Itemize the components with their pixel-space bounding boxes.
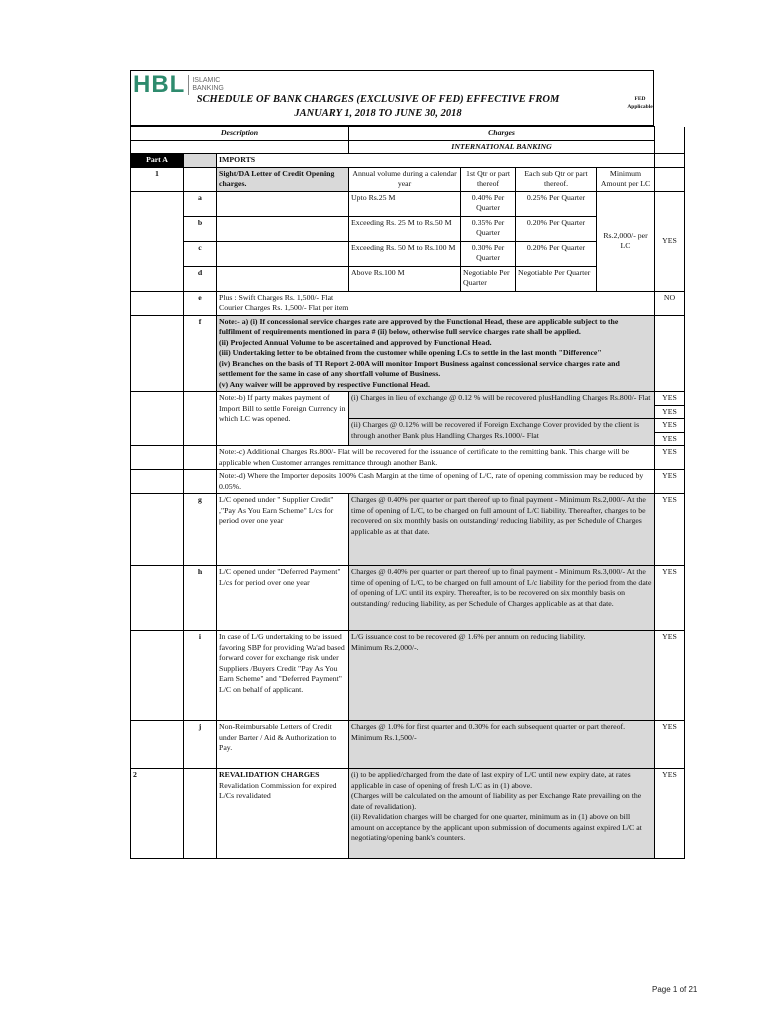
note-b-ii: (ii) Charges @ 0.12% will be recovered if Foreign Exchange Cover provided by the client is through another Bank plus Handling Charges Rs.1000/- Flat — [349, 419, 655, 446]
item1-header-row — [131, 167, 685, 191]
logo-sub-2: BANKING — [192, 85, 224, 92]
row-h — [131, 566, 685, 631]
row-first: 0.35% Per Quarter — [461, 216, 516, 241]
charges-table — [130, 126, 685, 859]
part-title: IMPORTS — [217, 154, 655, 168]
row-desc-empty — [217, 191, 349, 216]
row-h-letter: h — [184, 566, 217, 631]
section-title: INTERNATIONAL BANKING — [349, 140, 655, 154]
row-j-charge: Charges @ 1.0% for first quarter and 0.30% for each subsequent quarter or part thereof. Minimum Rs.1,500/- — [349, 721, 655, 769]
item1-col-sub: Each sub Qtr or part thereof. — [516, 167, 597, 191]
fed-header-line-1: FED — [634, 96, 646, 102]
item2-row — [131, 769, 685, 859]
page-title — [131, 93, 625, 121]
item2-fed: YES — [655, 769, 685, 859]
title-line-2: JANUARY 1, 2018 TO JUNE 30, 2018 — [294, 108, 462, 119]
item1-header-fed — [655, 167, 685, 191]
row-i-spacer — [131, 631, 184, 721]
part-label: Part A — [131, 154, 184, 168]
fed-column-header — [625, 95, 655, 111]
note-b-fed-1: YES — [655, 392, 685, 406]
row-letter: d — [184, 266, 217, 291]
row-e-text: Plus : Swift Charges Rs. 1,500/- Flat Courier Charges Rs. 1,500/- Flat per item — [217, 291, 655, 315]
description-header: Description — [131, 127, 349, 141]
note-c-text: Note:-c) Additional Charges Rs.800/- Flat will be recovered for the issuance of certificate to the remitting bank. This charge will be applicable when Customer arranges remittance through another Bank. — [217, 446, 655, 470]
note-b-fed-2: YES — [655, 405, 685, 419]
row-volume: Exceeding Rs. 25 M to Rs.50 M — [349, 216, 461, 241]
row-i-fed: YES — [655, 631, 685, 721]
row-sub: 0.20% Per Quarter — [516, 216, 597, 241]
row-h-desc: L/C opened under "Deferred Payment" L/cs for period over one year — [217, 566, 349, 631]
row-desc-empty — [217, 266, 349, 291]
fed-spacer — [655, 127, 685, 154]
item1-num-spacer — [131, 191, 184, 291]
item2-letter-spacer — [184, 769, 217, 859]
logo-sub-1: ISLAMIC — [192, 77, 221, 84]
row-first: 0.30% Per Quarter — [461, 241, 516, 266]
item1-title: Sight/DA Letter of Credit Opening charges. — [217, 167, 349, 191]
row-h-spacer — [131, 566, 184, 631]
item1-col-volume: Annual volume during a calendar year — [349, 167, 461, 191]
note-c-row — [131, 446, 685, 470]
item1-num: 1 — [131, 167, 184, 191]
item2-desc — [217, 769, 349, 859]
page-number: Page 1 of 21 — [652, 985, 698, 994]
row-e-fed: NO — [655, 291, 685, 315]
part-fed — [655, 154, 685, 168]
item2-charge: (i) to be applied/charged from the date of last expiry of L/C until new expiry date, at rates applicable in case of opening of fresh L/C as in (1) above. (Charges will be calculated on the amount of liability as per Exchange Rate prevailing on the date of revalidation). (ii) Revalidation charges will be charged for one quarter, minimum as in (1) above on bill amount on acceptance by the applicant upon submission of documents against expired L/C at negotiating/opening bank's counters. — [349, 769, 655, 859]
note-b-fed-4: YES — [655, 432, 685, 446]
row-letter: a — [184, 191, 217, 216]
row-desc-empty — [217, 241, 349, 266]
note-d-row — [131, 470, 685, 494]
fed-header-line-2: Applicable — [627, 104, 653, 110]
item2-desc-text: Revalidation Commission for expired L/Cs revalidated — [219, 780, 337, 800]
item1-row-a — [131, 191, 685, 216]
logo-divider — [188, 75, 189, 95]
row-f-note: Note:- a) (i) If concessional service charges rate are approved by the Functional Head, these are applicable subject to the fulfilment of requirements mentioned in para # (ii) below, otherwise full service charges rate shall be applied. (ii) Projected Annual Volume to be ascertained and approved by Functional Head. (iii) Undertaking letter to be obtained from the customer while opening LCs to settle in the last month "Difference" (iv) Branches on the basis of TI Report 2-00A will monitor Import Business against concessional service charges rate and settlement for the same in case of any shortfall volume of Business. (v) Any waiver will be approved by respective Functional Head. — [217, 315, 655, 392]
row-sub: Negotiable Per Quarter — [516, 266, 597, 291]
note-b-i: (i) Charges in lieu of exchange @ 0.12 % will be recovered plusHandling Charges Rs.800/- Flat — [349, 392, 655, 419]
row-volume: Exceeding Rs. 50 M to Rs.100 M — [349, 241, 461, 266]
section-row — [131, 140, 685, 154]
note-letter-spacer — [184, 392, 217, 446]
item1-minimum: Rs.2,000/- per LC — [597, 191, 655, 291]
row-g-spacer — [131, 494, 184, 566]
note-b-row-1 — [131, 392, 685, 406]
row-j-desc: Non-Reimbursable Letters of Credit under Barter / Aid & Authorization to Pay. — [217, 721, 349, 769]
note-c-spacer — [131, 446, 184, 470]
part-row — [131, 154, 685, 168]
row-i-letter: i — [184, 631, 217, 721]
row-desc-empty — [217, 216, 349, 241]
row-g-desc: L/C opened under " Supplier Credit" ,"Pay As You Earn Scheme" L/cs for period over one year — [217, 494, 349, 566]
title-line-1: SCHEDULE OF BANK CHARGES (EXCLUSIVE OF FED) EFFECTIVE FROM — [196, 94, 560, 105]
row-i — [131, 631, 685, 721]
row-i-desc: In case of L/G undertaking to be issued favoring SBP for providing Wa'ad based forward cover for exchange risk under Suppliers /Buyers Credit "Pay As You Earn Scheme" and "Deferred Payment" L/C on behalf of applicant. — [217, 631, 349, 721]
row-g-fed: YES — [655, 494, 685, 566]
row-h-fed: YES — [655, 566, 685, 631]
row-j — [131, 721, 685, 769]
item1-fed: YES — [655, 191, 685, 291]
row-j-spacer — [131, 721, 184, 769]
item1-col-min: Minimum Amount per LC — [597, 167, 655, 191]
row-e-letter: e — [184, 291, 217, 315]
row-e-spacer — [131, 291, 184, 315]
row-first: Negotiable Per Quarter — [461, 266, 516, 291]
row-e — [131, 291, 685, 315]
section-spacer — [131, 140, 349, 154]
item1-letter-spacer — [184, 167, 217, 191]
row-sub: 0.20% Per Quarter — [516, 241, 597, 266]
note-d-letter-spacer — [184, 470, 217, 494]
part-spacer — [184, 154, 217, 168]
row-volume: Upto Rs.25 M — [349, 191, 461, 216]
row-f-letter: f — [184, 315, 217, 392]
charges-header: Charges — [349, 127, 655, 141]
note-spacer — [131, 392, 184, 446]
row-f-fed — [655, 315, 685, 392]
note-d-fed: YES — [655, 470, 685, 494]
document-header — [130, 70, 654, 126]
note-d-text: Note:-d) Where the Importer deposits 100% Cash Margin at the time of opening of L/C, rate of opening commission may be reduced by 0.05%. — [217, 470, 655, 494]
note-d-spacer — [131, 470, 184, 494]
note-c-fed: YES — [655, 446, 685, 470]
row-g — [131, 494, 685, 566]
row-g-letter: g — [184, 494, 217, 566]
item2-num: 2 — [131, 769, 184, 859]
note-c-letter-spacer — [184, 446, 217, 470]
column-header-row — [131, 127, 685, 141]
row-j-fed: YES — [655, 721, 685, 769]
charges-document — [130, 70, 677, 908]
logo-brand: HBL — [133, 71, 186, 98]
note-b-label: Note:-b) If party makes payment of Import Bill to settle Foreign Currency in which LC was opened. — [217, 392, 349, 446]
row-sub: 0.25% Per Quarter — [516, 191, 597, 216]
row-first: 0.40% Per Quarter — [461, 191, 516, 216]
row-i-charge: L/G issuance cost to be recovered @ 1.6% per annum on reducing liability. Minimum Rs.2,000/-. — [349, 631, 655, 721]
item2-title: REVALIDATION CHARGES — [219, 770, 320, 779]
row-f — [131, 315, 685, 392]
row-g-charge: Charges @ 0.40% per quarter or part thereof up to final payment - Minimum Rs.2,000/- At the time of opening of L/C, to be charged on full amount of L/C liability. Thereafter, charges to be recovered on six monthly basis on outstanding/ reducing liability, as per Schedule of Charges applicable as at that date. — [349, 494, 655, 566]
row-letter: b — [184, 216, 217, 241]
item1-col-first: 1st Qtr or part thereof — [461, 167, 516, 191]
row-h-charge: Charges @ 0.40% per quarter or part thereof up to final payment - Minimum Rs.3,000/- At the time of opening of L/C, to be charged on full amount of L/c liability for the period from the date of opening of L/C until its expiry. Thereafter, is to be recovered on six monthly basis on outstanding/ reducing liability, as per Schedule of Charges applicable as at that date. — [349, 566, 655, 631]
row-letter: c — [184, 241, 217, 266]
row-volume: Above Rs.100 M — [349, 266, 461, 291]
row-j-letter: j — [184, 721, 217, 769]
note-b-fed-3: YES — [655, 419, 685, 433]
row-f-spacer — [131, 315, 184, 392]
